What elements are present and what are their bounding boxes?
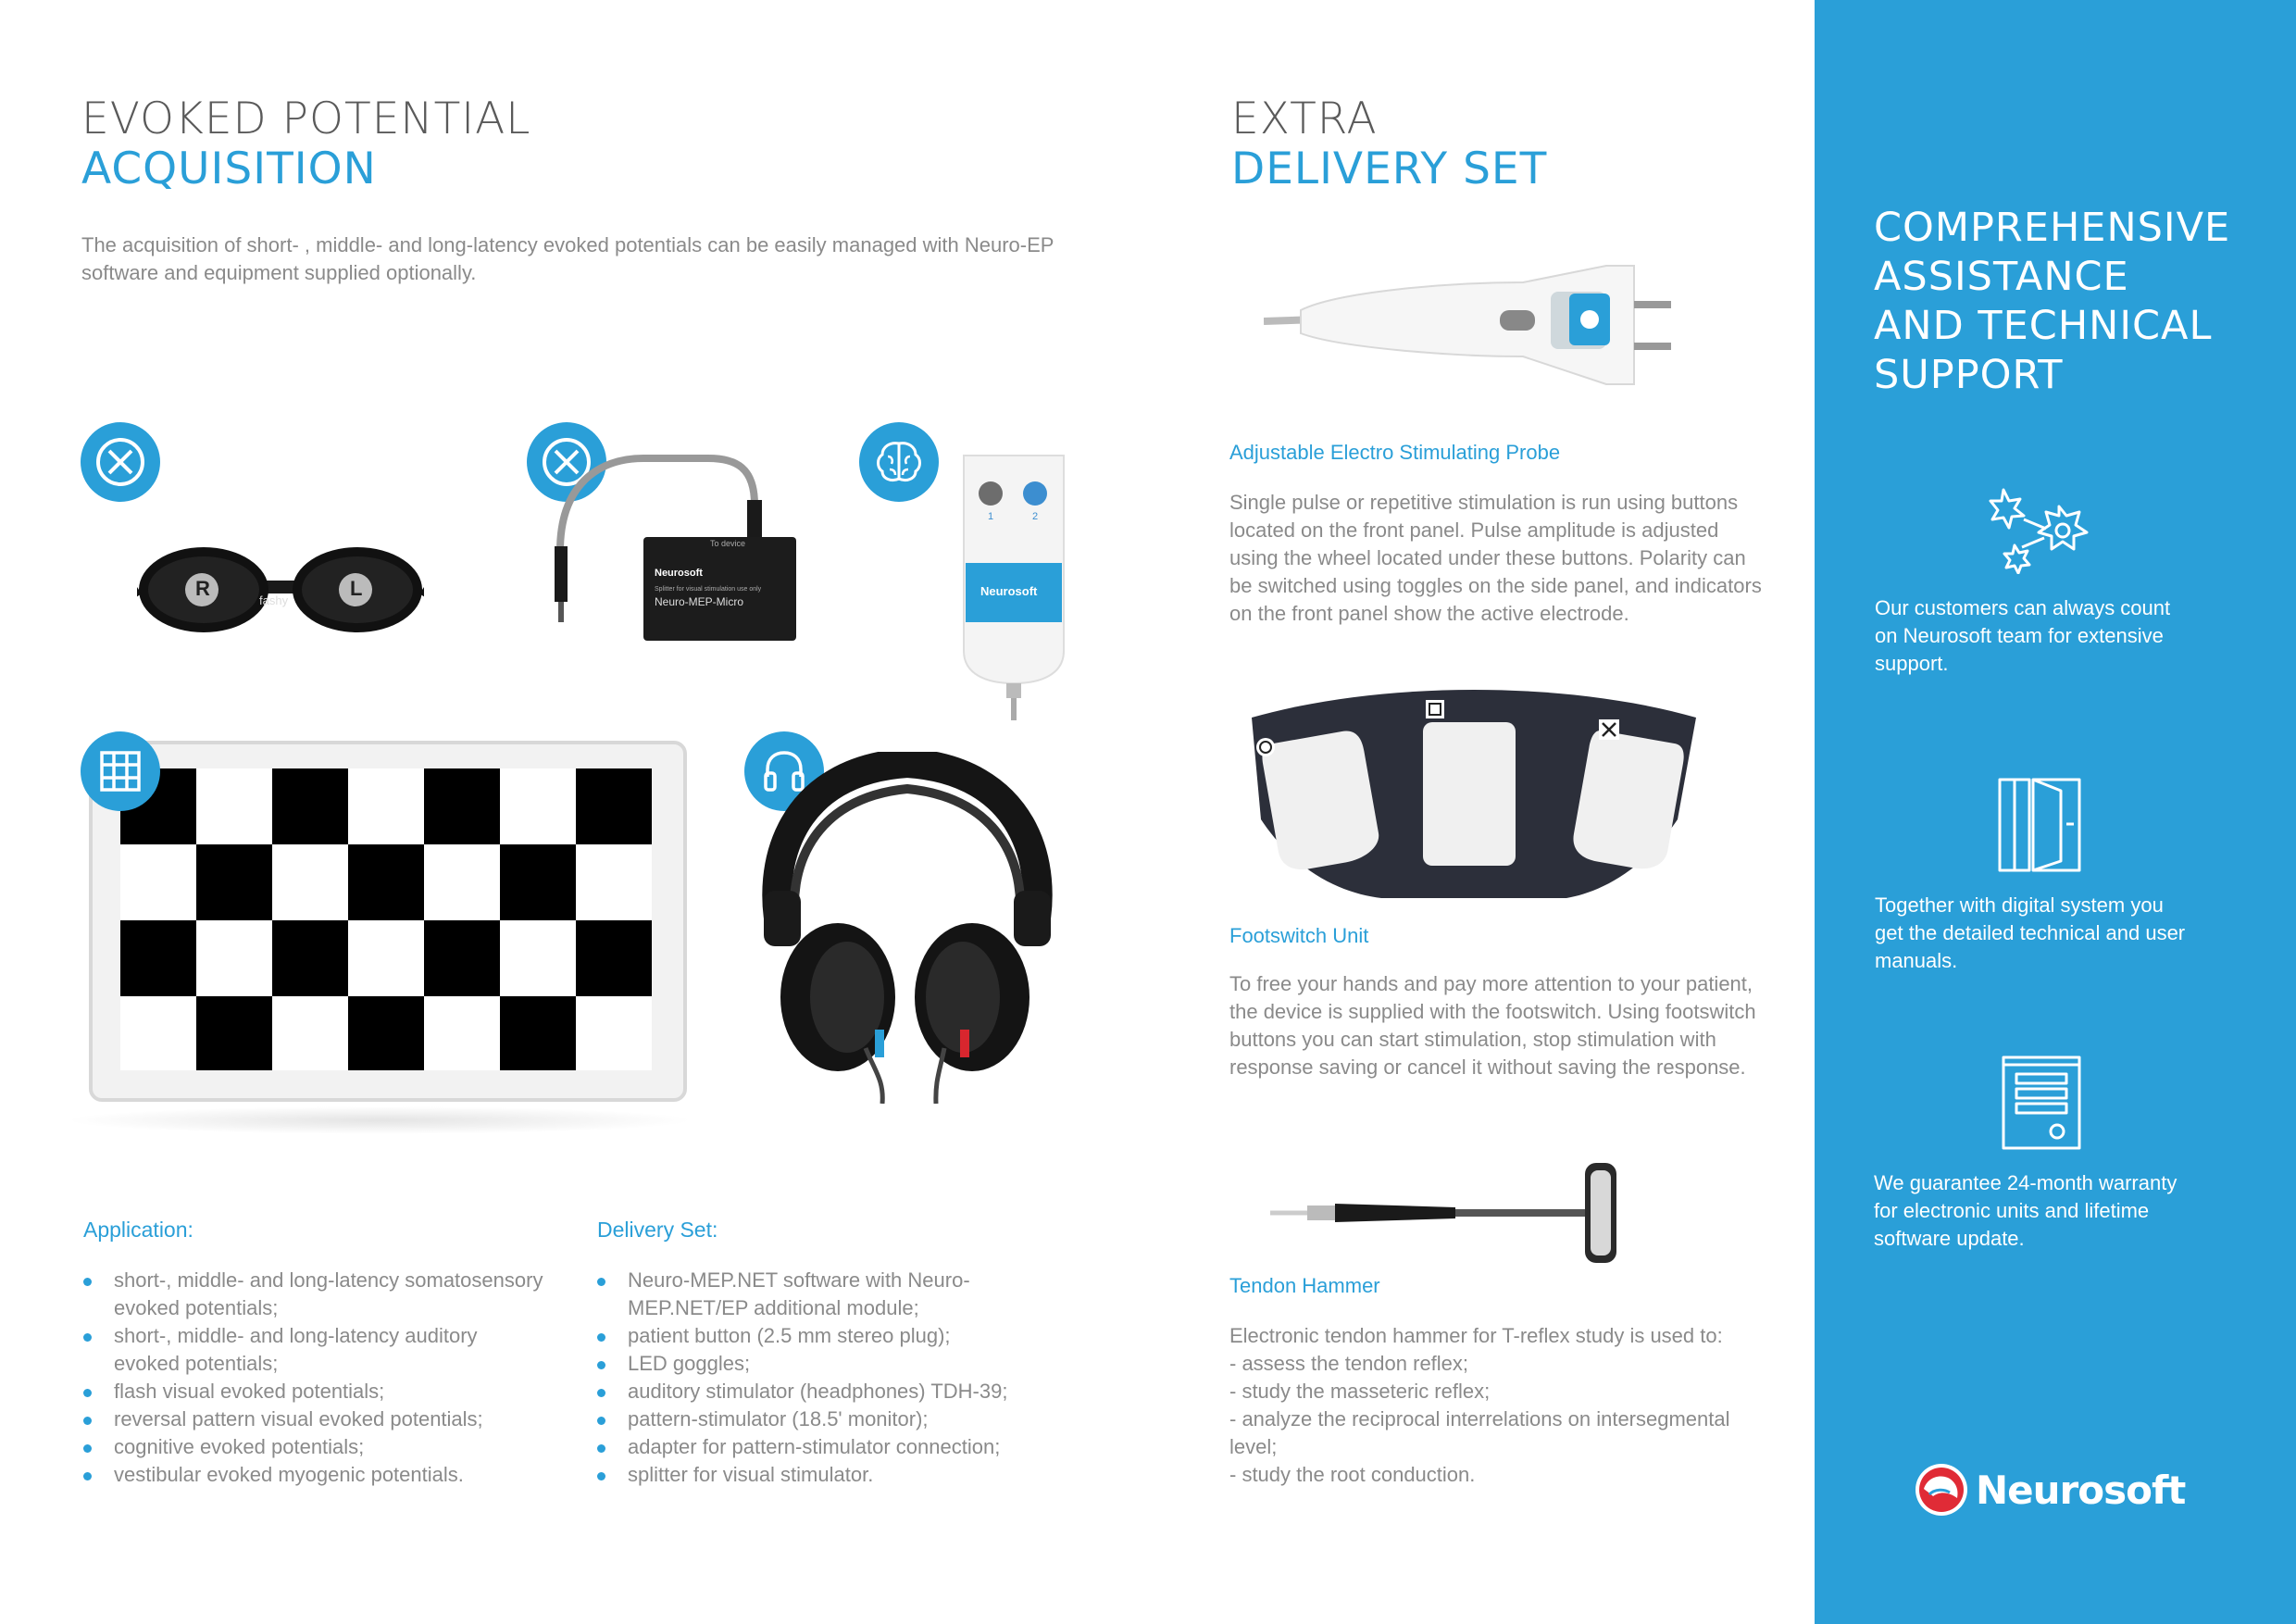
support-title-line: SUPPORT xyxy=(1874,352,2064,398)
probe-description xyxy=(1229,489,1785,628)
list-item: short-, middle- and long-latency auditory evoked potentials; xyxy=(81,1322,544,1378)
list-item: auditory stimulator (headphones) TDH-39; xyxy=(595,1378,1040,1405)
support-line: Together with digital system you xyxy=(1875,893,2164,917)
brain-icon xyxy=(859,422,939,502)
list-item: LED goggles; xyxy=(595,1350,1040,1378)
eye-cross-icon xyxy=(81,422,160,502)
probe-title: Adjustable Electro Stimulating Probe xyxy=(1229,441,1561,464)
support-line: Our customers can always count xyxy=(1875,596,2171,619)
list-item: adapter for pattern-stimulator connection; xyxy=(595,1433,1040,1461)
neurosoft-logo-text: Neurosoft xyxy=(1976,1467,2186,1513)
section-title-line2: ACQUISITION xyxy=(81,144,377,194)
footswitch-line: buttons you can start stimulation, stop stimulation with xyxy=(1229,1028,1716,1051)
footswitch-line: To free your hands and pay more attention to your patient, xyxy=(1229,972,1753,995)
footswitch-line: the device is supplied with the footswitch. Using footswitch xyxy=(1229,1000,1756,1023)
tendon-hammer-image xyxy=(1270,1157,1659,1268)
list-item: cognitive evoked potentials; xyxy=(81,1433,544,1461)
splitter-model: Neuro-MEP-Micro xyxy=(655,595,744,608)
goggle-label-l: L xyxy=(350,577,363,600)
support-text-1 xyxy=(1875,594,2264,678)
support-line: manuals. xyxy=(1875,949,1958,972)
probe-line: located on the front panel. Pulse amplitude is adjusted xyxy=(1229,518,1719,542)
list-item: pattern-stimulator (18.5' monitor); xyxy=(595,1405,1040,1433)
list-item: vestibular evoked myogenic potentials. xyxy=(81,1461,544,1489)
list-item: patient button (2.5 mm stereo plug); xyxy=(595,1322,1040,1350)
intro-line: software and equipment supplied optionally. xyxy=(81,261,477,284)
footswitch-title: Footswitch Unit xyxy=(1229,924,1369,947)
splitter-top-label: To device xyxy=(710,539,746,548)
delivery-set-list xyxy=(595,1267,1040,1489)
splitter-image xyxy=(542,449,801,648)
support-line: We guarantee 24-month warranty xyxy=(1874,1171,2177,1194)
grid-pattern-icon xyxy=(81,731,160,811)
support-line: on Neurosoft team for extensive xyxy=(1875,624,2164,647)
hammer-description xyxy=(1229,1322,1785,1489)
application-list xyxy=(81,1267,544,1489)
list-item: flash visual evoked potentials; xyxy=(81,1378,544,1405)
monitor-shadow xyxy=(65,1106,694,1134)
probe-line: Single pulse or repetitive stimulation is run using buttons xyxy=(1229,491,1739,514)
door-manual-icon xyxy=(1996,776,2084,879)
list-item: splitter for visual stimulator. xyxy=(595,1461,1040,1489)
neurosoft-logo-icon xyxy=(1913,1461,1970,1518)
probe-line: be switched using toggles on the side panel, and indicators xyxy=(1229,574,1762,597)
support-stars-icon xyxy=(1987,486,2093,579)
patient-button-brand: Neurosoft xyxy=(980,584,1038,598)
pattern-monitor-image xyxy=(89,741,687,1102)
support-title-line: AND TECHNICAL xyxy=(1874,303,2213,349)
intro-line: The acquisition of short- , middle- and long-latency evoked potentials can be easily managed with Neuro-EP xyxy=(81,233,1054,256)
section-title-line1: EVOKED POTENTIAL xyxy=(81,94,531,144)
hammer-title: Tendon Hammer xyxy=(1229,1274,1380,1297)
hammer-line: Electronic tendon hammer for T-reflex study is used to: xyxy=(1229,1324,1723,1347)
hammer-line: - study the masseteric reflex; xyxy=(1229,1380,1491,1403)
probe-line: on the front panel show the active electrode. xyxy=(1229,602,1629,625)
support-panel xyxy=(1815,0,2296,1624)
server-warranty-icon xyxy=(2000,1054,2083,1156)
patient-button-label-2: 2 xyxy=(1032,511,1039,522)
delivery-set-title: Delivery Set: xyxy=(597,1218,718,1242)
list-item: reversal pattern visual evoked potentials; xyxy=(81,1405,544,1433)
hammer-line: - study the root conduction. xyxy=(1229,1463,1476,1486)
hammer-line: - assess the tendon reflex; xyxy=(1229,1352,1469,1375)
goggle-strap-label: fashy xyxy=(259,593,289,607)
support-line: get the detailed technical and user xyxy=(1875,921,2186,944)
support-line: support. xyxy=(1875,652,1949,675)
probe-line: using the wheel located under these buttons. Polarity can xyxy=(1229,546,1746,569)
hammer-line: level; xyxy=(1229,1435,1278,1458)
support-text-3 xyxy=(1874,1169,2263,1253)
neurosoft-logo xyxy=(1913,1461,2185,1518)
support-text-2 xyxy=(1875,892,2264,975)
stimulating-probe-image xyxy=(1264,255,1671,394)
application-title: Application: xyxy=(83,1218,193,1242)
headphones-image xyxy=(755,752,1060,1104)
support-line: software update. xyxy=(1874,1227,2025,1250)
list-item: short-, middle- and long-latency somatosensory evoked potentials; xyxy=(81,1267,544,1322)
footswitch-description xyxy=(1229,970,1785,1081)
footswitch-line: response saving or cancel it without saving the response. xyxy=(1229,1056,1746,1079)
support-title-line: COMPREHENSIVE xyxy=(1874,205,2231,251)
patient-button-image xyxy=(958,452,1069,720)
extra-title-line1: EXTRA xyxy=(1231,94,1378,144)
hammer-line: - analyze the reciprocal interrelations on intersegmental xyxy=(1229,1407,1730,1430)
intro-paragraph xyxy=(81,231,1100,287)
splitter-brand: Neurosoft xyxy=(655,568,703,579)
goggle-label-r: R xyxy=(195,577,210,600)
support-title xyxy=(1874,204,2230,400)
patient-button-label-1: 1 xyxy=(988,511,994,522)
extra-title-line2: DELIVERY SET xyxy=(1231,144,1548,194)
list-item: Neuro-MEP.NET software with Neuro-MEP.NET/EP additional module; xyxy=(595,1267,1040,1322)
footswitch-image xyxy=(1242,690,1701,903)
splitter-small-label: Splitter for visual stimulation use only xyxy=(655,586,762,593)
led-goggles-image xyxy=(137,542,424,639)
support-line: for electronic units and lifetime xyxy=(1874,1199,2150,1222)
support-title-line: ASSISTANCE xyxy=(1874,254,2129,300)
